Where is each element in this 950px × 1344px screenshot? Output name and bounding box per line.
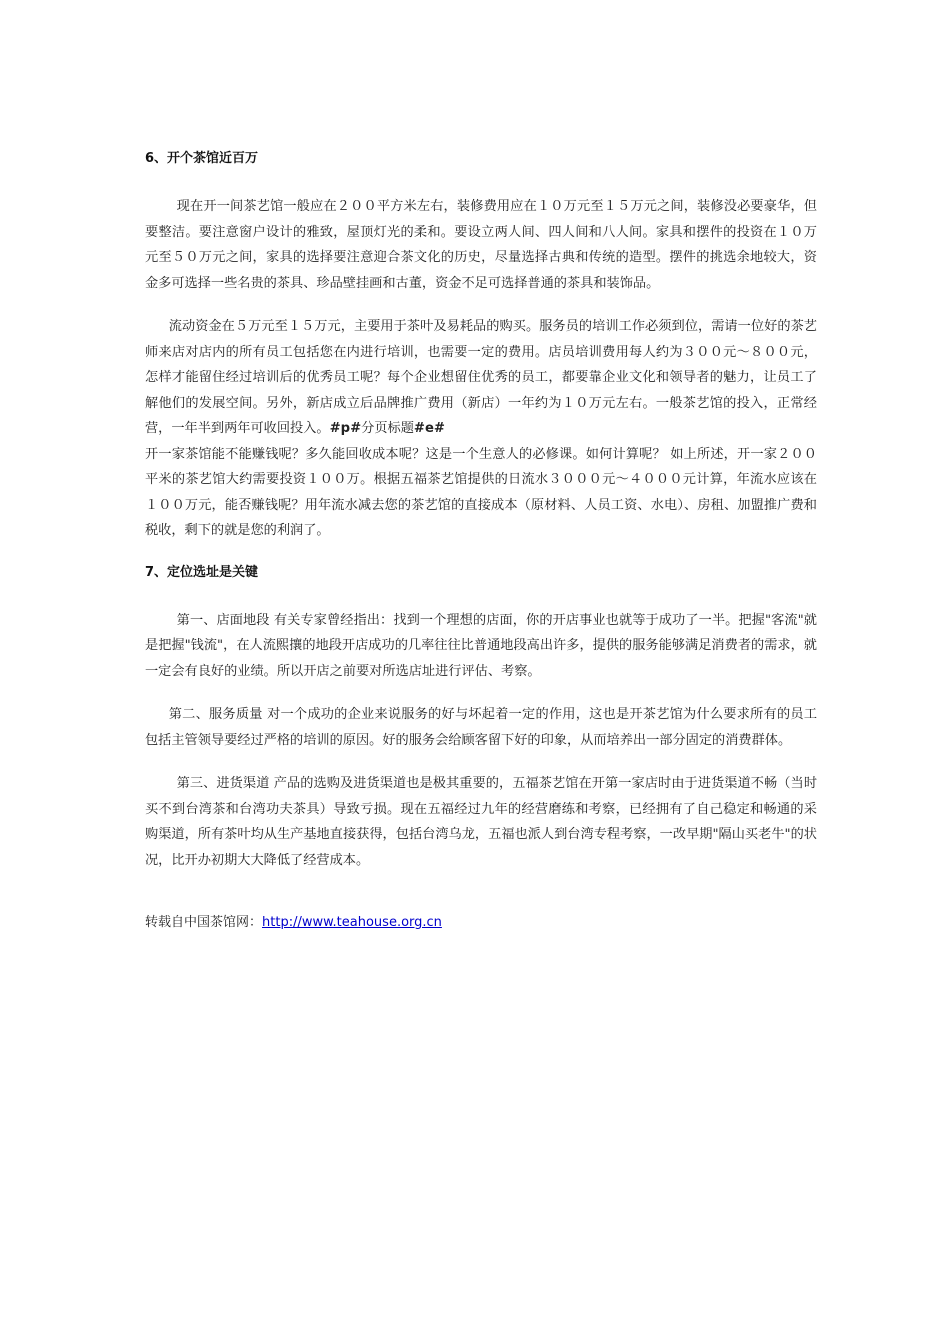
section-6-paragraph-2 xyxy=(145,314,817,442)
spacer xyxy=(145,753,817,771)
source-line xyxy=(145,911,817,935)
spacer xyxy=(145,544,817,562)
spacer xyxy=(145,170,817,194)
section-7-paragraph-1: 第一、店面地段 有关专家曾经指出：找到一个理想的店面，你的开店事业也就等于成功了一半。把握"客流"就是把握"钱流"，在人流熙攘的地段开店成功的几率往往比普通地段高出许多，提供的服务能够满足消费者的需求，就一定会有良好的业绩。所以开店之前要对所选店址进行评估、考察。 xyxy=(145,612,817,679)
section-7-paragraph-3: 第三、进货渠道 产品的选购及进货渠道也是极其重要的，五福茶艺馆在开第一家店时由于进货渠道不畅（当时买不到台湾茶和台湾功夫茶具）导致亏损。现在五福经过九年的经营磨练和考察，已经拥有了自己稳定和畅通的采购渠道，所有茶叶均从生产基地直接获得，包括台湾乌龙，五福也派人到台湾专程考察，一改早期"隔山买老牛"的状况，比开办初期大大降低了经营成本。 xyxy=(145,776,817,868)
source-label: 转载自中国茶馆网： xyxy=(145,915,263,930)
section-7-heading: 7、定位选址是关键 xyxy=(145,564,259,580)
page-break-marker-start: #p# xyxy=(329,421,362,436)
spacer xyxy=(145,296,817,314)
spacer xyxy=(145,873,817,911)
spacer xyxy=(145,584,817,608)
section-6-heading: 6、开个茶馆近百万 xyxy=(145,151,259,166)
page-break-title: 分页标题 xyxy=(361,421,414,436)
section-6-paragraph-1: 现在开一间茶艺馆一般应在２００平方米左右，装修费用应在１０万元至１５万元之间，装修没必要豪华，但要整洁。要注意窗户设计的雅致，屋顶灯光的柔和。要设立两人间、四人间和八人间。家具和摆件的投资在１０万元至５０万元之间，家具的选择要注意迎合茶文化的历史，尽量选择古典和传统的造型。摆件的挑选余地较大，资金多可选择一些名贵的茶具、珍品壁挂画和古董，资金不足可选择普通的茶具和装饰品。 xyxy=(145,199,817,291)
section-6-paragraph-3: 开一家茶馆能不能赚钱呢？多久能回收成本呢？这是一个生意人的必修课。如何计算呢？ 如上所述，开一家２００平米的茶艺馆大约需要投资１００万。根据五福茶艺馆提供的日流水３０００元～４０００元计算，年流水应该在１００万元，能否赚钱呢？用年流水减去您的茶艺馆的直接成本（原材料、人员工资、水电）、房租、加盟推广费和税收，剩下的就是您的利润了。 xyxy=(145,446,817,538)
spacer xyxy=(145,684,817,702)
document-page xyxy=(145,148,817,935)
source-link[interactable]: http://www.teahouse.org.cn xyxy=(262,915,442,930)
section-7-paragraph-2: 第二、服务质量 对一个成功的企业来说服务的好与坏起着一定的作用，这也是开茶艺馆为什么要求所有的员工包括主管领导要经过严格的培训的原因。好的服务会给顾客留下好的印象，从而培养出一部分固定的消费群体。 xyxy=(145,707,817,748)
section-6-paragraph-2-text: 流动资金在５万元至１５万元，主要用于茶叶及易耗品的购买。服务员的培训工作必须到位，需请一位好的茶艺师来店对店内的所有员工包括您在内进行培训，也需要一定的费用。店员培训费用每人约为３００元～８００元，怎样才能留住经过培训后的优秀员工呢？每个企业想留住优秀的员工，都要靠企业文化和领导者的魅力，让员工了解他们的发展空间。另外，新店成立后品牌推广费用（新店）一年约为１０万元左右。一般茶艺馆的投入，正常经营，一年半到两年可收回投入。 xyxy=(145,319,817,436)
page-break-marker-end: #e# xyxy=(413,421,445,436)
